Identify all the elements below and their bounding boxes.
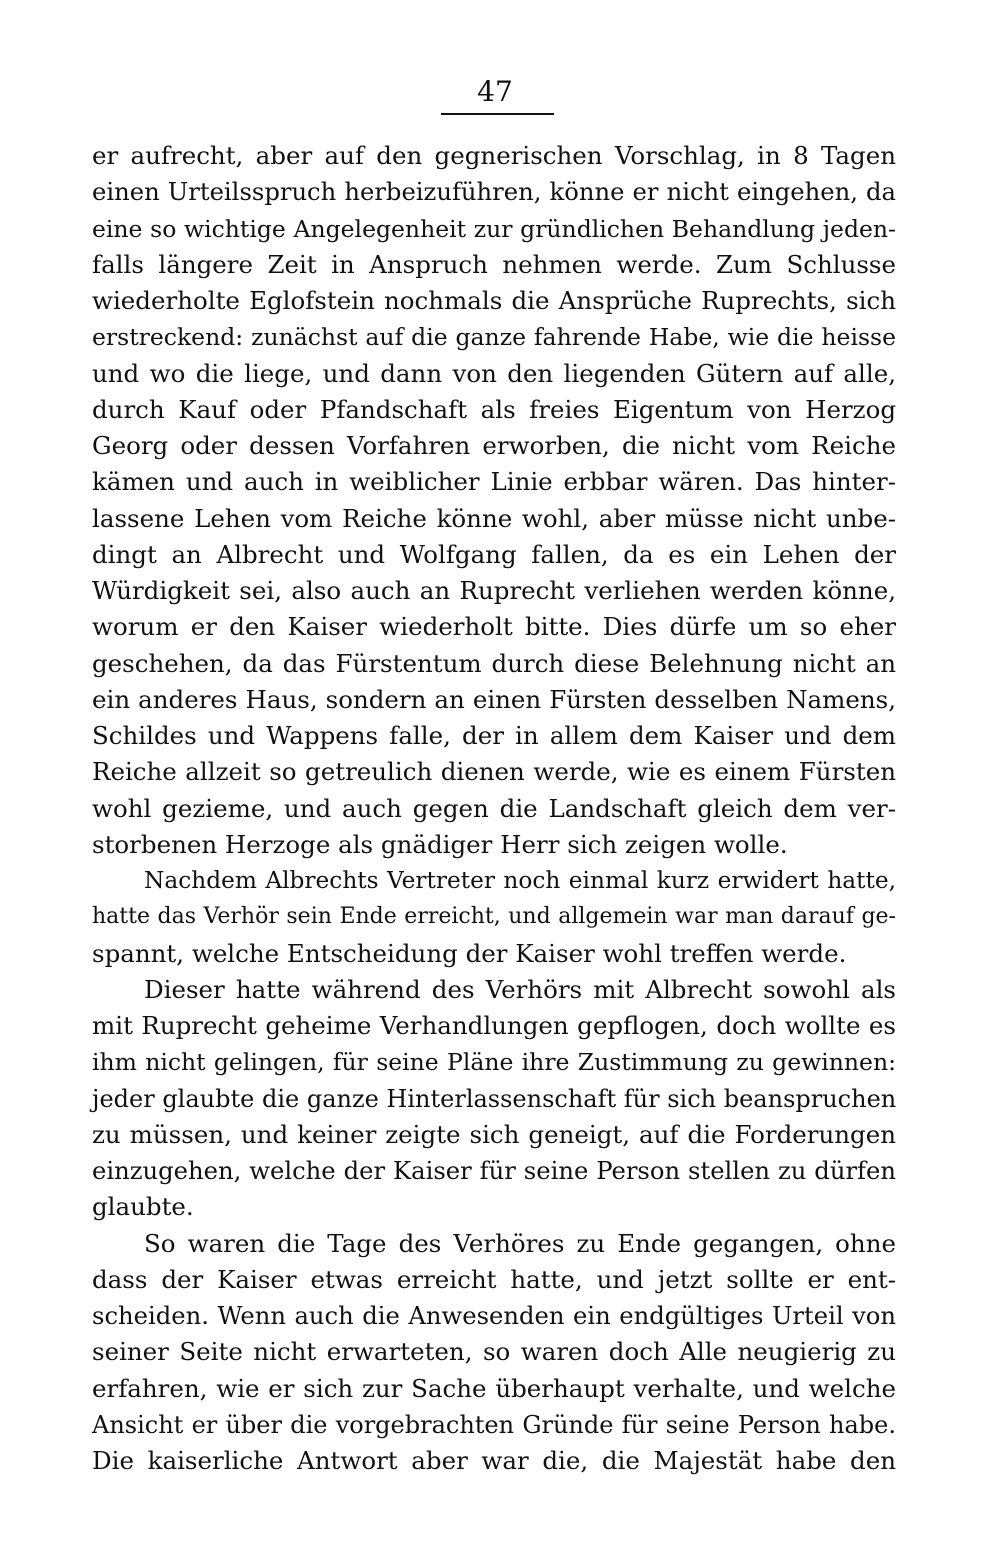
text-line: einzugehen, welche der Kaiser für seine Person stellen zu dürfen [92,1156,896,1185]
text-line: geschehen, da das Fürstentum durch diese Belehnung nicht an [92,648,896,678]
text-line: er aufrecht, aber auf den gegnerischen Vorschlag, in 8 Tagen [92,141,896,170]
text-line: durch Kauf oder Pfandschaft als freies Eigentum von Herzog [92,394,896,424]
text-line: So waren die Tage des Verhöres zu Ende gegangen, ohne [144,1228,896,1258]
page-number: 47 [477,75,513,108]
header-rule [441,113,554,115]
text-line: dingt an Albrecht und Wolfgang fallen, da es ein Lehen der [92,539,896,569]
text-line: Ansicht er über die vorgebrachten Gründe für seine Person habe. [92,1410,896,1439]
text-line: glaubte. [92,1192,194,1222]
text-line: mit Ruprecht geheime Verhandlungen gepflogen, doch wollte es [92,1011,896,1040]
text-line: Die kaiserliche Antwort aber war die, die Majestät habe den [92,1446,896,1475]
text-line: lassene Lehen vom Reiche könne wohl, aber müsse nicht unbe- [92,503,896,533]
text-line: falls längere Zeit in Anspruch nehmen werde. Zum Schlusse [92,249,896,279]
text-line: dass der Kaiser etwas erreicht hatte, und jetzt sollte er ent- [92,1264,896,1294]
text-line: ein anderes Haus, sondern an einen Fürsten desselben Namens, [92,684,896,714]
text-line: erstreckend: zunächst auf die ganze fahrende Habe, wie die heisse [92,323,896,352]
text-line: seiner Seite nicht erwarteten, so waren doch Alle neugierig zu [92,1337,896,1367]
text-line: einen Urteilsspruch herbeizuführen, könne er nicht eingehen, da [92,177,896,207]
text-line: eine so wichtige Angelegenheit zur gründlichen Behandlung jeden- [92,214,896,243]
text-line: Dieser hatte während des Verhörs mit Albrecht sowohl als [144,974,896,1004]
text-line: wiederholte Eglofstein nochmals die Ansprüche Ruprechts, sich [92,286,896,315]
text-line: Georg oder dessen Vorfahren erworben, die nicht vom Reiche [92,431,896,460]
text-line: Schildes und Wappens falle, der in allem dem Kaiser und dem [92,721,896,750]
text-line: zu müssen, und keiner zeigte sich geneigt, auf die Forderungen [92,1119,896,1149]
text-line: Würdigkeit sei, also auch an Ruprecht verliehen werden könne, [92,576,896,605]
text-line: jeder glaubte die ganze Hinterlassenschaft für sich beanspruchen [92,1084,897,1113]
text-line: spannt, welche Entscheidung der Kaiser wohl treffen werde. [92,938,847,968]
text-line: storbenen Herzoge als gnädiger Herr sich zeigen wolle. [92,829,788,859]
text-line: und wo die liege, und dann von den liegenden Gütern auf alle, [92,358,896,388]
text-line: Nachdem Albrechts Vertreter noch einmal kurz erwidert hatte, [144,867,896,894]
text-line: wohl gezieme, und auch gegen die Landschaft gleich dem ver- [92,793,896,823]
text-line: ihm nicht gelingen, für seine Pläne ihre Zustimmung zu gewinnen: [92,1048,896,1077]
text-line: scheiden. Wenn auch die Anwesenden ein endgültiges Urteil von [92,1301,896,1330]
text-line: Reiche allzeit so getreulich dienen werde, wie es einem Fürsten [92,757,896,787]
body-text [92,138,896,1479]
text-line: erfahren, wie er sich zur Sache überhaupt verhalte, und welche [92,1373,896,1403]
text-line: hatte das Verhör sein Ende erreicht, und allgemein war man darauf ge- [92,904,896,930]
text-line: kämen und auch in weiblicher Linie erbbar wären. Das hinter- [92,467,896,497]
text-line: worum er den Kaiser wiederholt bitte. Dies dürfe um so eher [92,612,896,642]
